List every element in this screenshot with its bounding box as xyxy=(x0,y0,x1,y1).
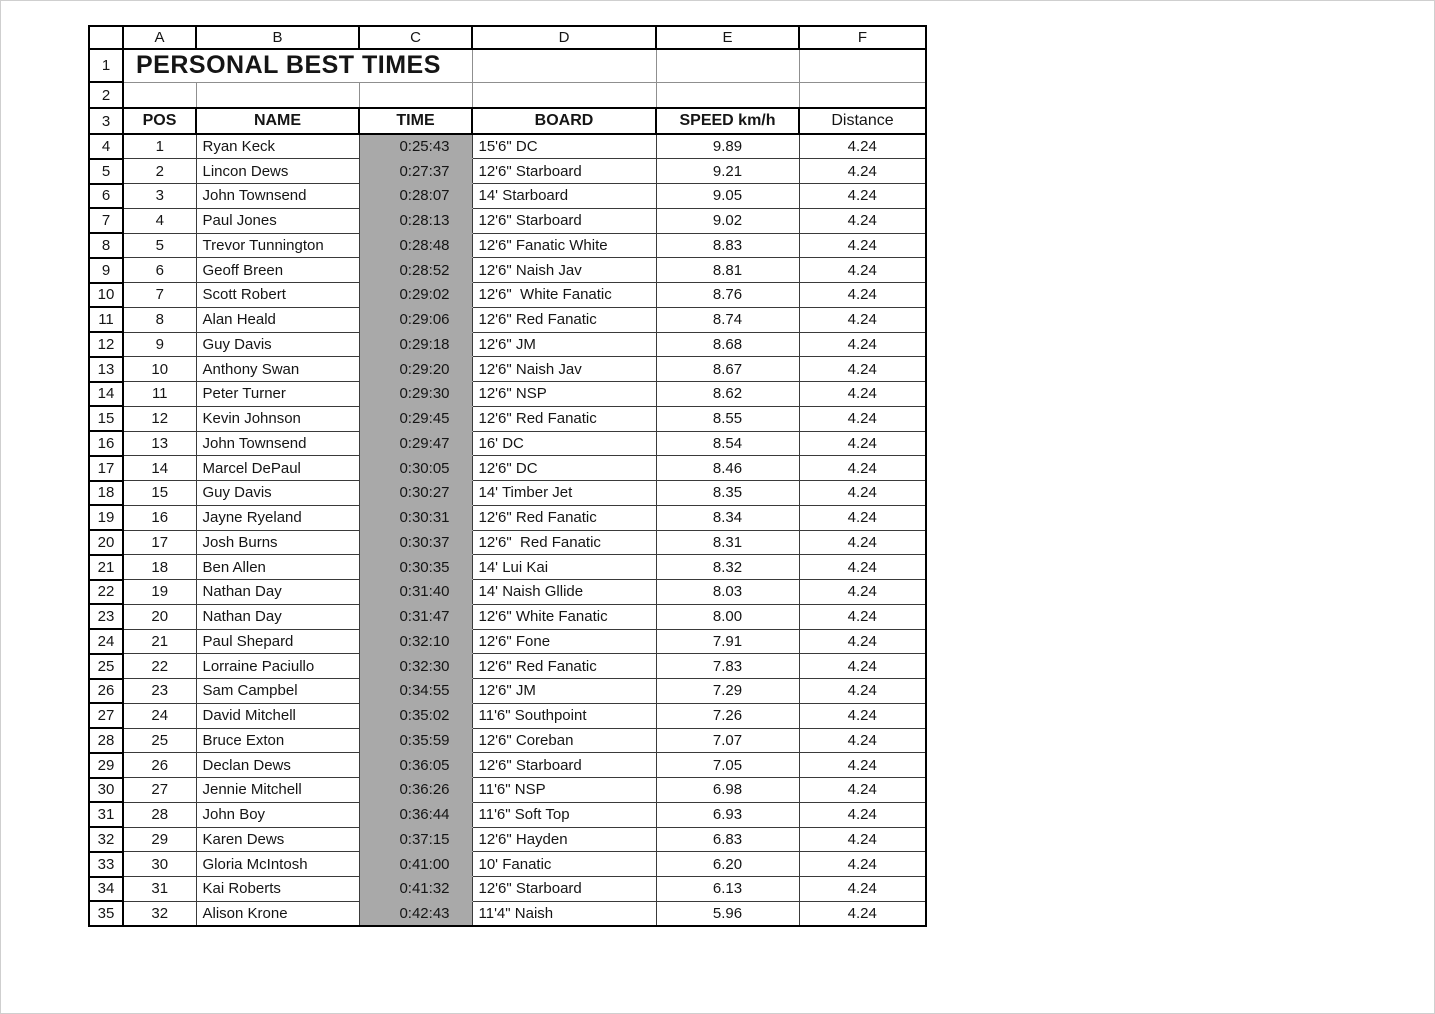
speed-cell[interactable]: 9.89 xyxy=(656,134,799,159)
table-header-row xyxy=(89,108,926,134)
distance-cell[interactable]: 4.24 xyxy=(799,728,926,753)
speed-cell[interactable]: 8.00 xyxy=(656,604,799,629)
board-cell[interactable]: 12'6" White Fanatic xyxy=(472,604,656,629)
name-cell[interactable]: John Townsend xyxy=(196,184,359,209)
board-cell[interactable]: 14' Naish Gllide xyxy=(472,580,656,605)
row-number[interactable]: 27 xyxy=(89,703,123,728)
time-cell[interactable]: 0:29:20 xyxy=(359,357,472,382)
speed-cell[interactable]: 8.35 xyxy=(656,481,799,506)
table-row xyxy=(89,555,926,580)
speed-cell[interactable]: 7.05 xyxy=(656,753,799,778)
row-header-1[interactable]: 1 xyxy=(89,49,123,82)
pos-cell[interactable]: 32 xyxy=(123,901,196,926)
row-number[interactable]: 8 xyxy=(89,233,123,258)
board-cell[interactable]: 12'6" Red Fanatic xyxy=(472,505,656,530)
row-number[interactable]: 25 xyxy=(89,654,123,679)
pos-cell[interactable]: 1 xyxy=(123,134,196,159)
name-cell[interactable]: Josh Burns xyxy=(196,530,359,555)
board-cell[interactable]: 12'6" Naish Jav xyxy=(472,258,656,283)
spreadsheet-grid xyxy=(88,25,927,927)
row-number[interactable]: 28 xyxy=(89,728,123,753)
distance-cell[interactable]: 4.24 xyxy=(799,555,926,580)
time-cell[interactable]: 0:36:44 xyxy=(359,802,472,827)
row-number[interactable]: 16 xyxy=(89,431,123,456)
name-cell[interactable]: Guy Davis xyxy=(196,481,359,506)
board-cell[interactable]: 12'6" Starboard xyxy=(472,159,656,184)
speed-cell[interactable]: 7.29 xyxy=(656,679,799,704)
time-cell[interactable]: 0:29:30 xyxy=(359,382,472,407)
row-number[interactable]: 33 xyxy=(89,852,123,877)
distance-cell[interactable]: 4.24 xyxy=(799,283,926,308)
grid-body xyxy=(89,134,926,926)
speed-cell[interactable]: 7.26 xyxy=(656,703,799,728)
name-cell[interactable]: Nathan Day xyxy=(196,604,359,629)
distance-cell[interactable]: 4.24 xyxy=(799,604,926,629)
speed-cell[interactable]: 6.20 xyxy=(656,852,799,877)
pos-cell[interactable]: 15 xyxy=(123,481,196,506)
speed-cell[interactable]: 8.46 xyxy=(656,456,799,481)
row-number[interactable]: 7 xyxy=(89,208,123,233)
time-cell[interactable]: 0:30:31 xyxy=(359,505,472,530)
speed-cell[interactable]: 6.93 xyxy=(656,802,799,827)
board-cell[interactable]: 14' Lui Kai xyxy=(472,555,656,580)
distance-cell[interactable]: 4.24 xyxy=(799,357,926,382)
distance-cell[interactable]: 4.24 xyxy=(799,877,926,902)
speed-cell[interactable]: 7.83 xyxy=(656,654,799,679)
name-cell[interactable]: Peter Turner xyxy=(196,382,359,407)
speed-cell[interactable]: 9.02 xyxy=(656,208,799,233)
row-number[interactable]: 12 xyxy=(89,332,123,357)
name-cell[interactable]: Nathan Day xyxy=(196,580,359,605)
distance-cell[interactable]: 4.24 xyxy=(799,208,926,233)
title-row xyxy=(89,49,926,82)
row-number[interactable]: 19 xyxy=(89,505,123,530)
pos-cell[interactable]: 14 xyxy=(123,456,196,481)
speed-cell[interactable]: 7.07 xyxy=(656,728,799,753)
distance-cell[interactable]: 4.24 xyxy=(799,134,926,159)
time-cell[interactable]: 0:31:40 xyxy=(359,580,472,605)
row-number[interactable]: 35 xyxy=(89,901,123,926)
name-column-header[interactable]: NAME xyxy=(196,108,359,134)
row-number[interactable]: 13 xyxy=(89,357,123,382)
time-cell[interactable]: 0:35:59 xyxy=(359,728,472,753)
distance-cell[interactable]: 4.24 xyxy=(799,456,926,481)
name-cell[interactable]: Bruce Exton xyxy=(196,728,359,753)
speed-cell[interactable]: 7.91 xyxy=(656,629,799,654)
name-cell[interactable]: Alan Heald xyxy=(196,307,359,332)
table-row xyxy=(89,778,926,803)
pos-cell[interactable]: 21 xyxy=(123,629,196,654)
table-row xyxy=(89,679,926,704)
time-cell[interactable]: 0:34:55 xyxy=(359,679,472,704)
distance-column-header[interactable]: Distance xyxy=(799,108,926,134)
pos-column-header[interactable]: POS xyxy=(123,108,196,134)
pos-cell[interactable]: 19 xyxy=(123,580,196,605)
name-cell[interactable]: Jayne Ryeland xyxy=(196,505,359,530)
row-number[interactable]: 31 xyxy=(89,802,123,827)
row-number[interactable]: 20 xyxy=(89,530,123,555)
time-cell[interactable]: 0:36:26 xyxy=(359,778,472,803)
pos-cell[interactable]: 17 xyxy=(123,530,196,555)
speed-cell[interactable]: 8.83 xyxy=(656,233,799,258)
table-row xyxy=(89,431,926,456)
board-cell[interactable]: 12'6" Naish Jav xyxy=(472,357,656,382)
speed-cell[interactable]: 5.96 xyxy=(656,901,799,926)
time-cell[interactable]: 0:42:43 xyxy=(359,901,472,926)
speed-cell[interactable]: 8.31 xyxy=(656,530,799,555)
empty-cell[interactable] xyxy=(359,82,472,108)
column-header-e[interactable]: E xyxy=(656,26,799,49)
distance-cell[interactable]: 4.24 xyxy=(799,753,926,778)
pos-cell[interactable]: 12 xyxy=(123,406,196,431)
time-cell[interactable]: 0:28:13 xyxy=(359,208,472,233)
empty-cell[interactable] xyxy=(196,82,359,108)
table-row xyxy=(89,753,926,778)
table-row xyxy=(89,505,926,530)
time-cell[interactable]: 0:30:35 xyxy=(359,555,472,580)
column-header-a[interactable]: A xyxy=(123,26,196,49)
distance-cell[interactable]: 4.24 xyxy=(799,703,926,728)
speed-cell[interactable]: 9.21 xyxy=(656,159,799,184)
speed-cell[interactable]: 6.13 xyxy=(656,877,799,902)
speed-cell[interactable]: 8.54 xyxy=(656,431,799,456)
distance-cell[interactable]: 4.24 xyxy=(799,332,926,357)
board-column-header[interactable]: BOARD xyxy=(472,108,656,134)
empty-cell[interactable] xyxy=(472,82,656,108)
row-number[interactable]: 24 xyxy=(89,629,123,654)
board-cell[interactable]: 14' Starboard xyxy=(472,184,656,209)
board-cell[interactable]: 12'6" Fone xyxy=(472,629,656,654)
time-cell[interactable]: 0:31:47 xyxy=(359,604,472,629)
pos-cell[interactable]: 28 xyxy=(123,802,196,827)
table-row xyxy=(89,530,926,555)
table-row xyxy=(89,802,926,827)
distance-cell[interactable]: 4.24 xyxy=(799,679,926,704)
distance-cell[interactable]: 4.24 xyxy=(799,580,926,605)
speed-column-header[interactable]: SPEED km/h xyxy=(656,108,799,134)
table-row xyxy=(89,382,926,407)
board-cell[interactable]: 11'6" NSP xyxy=(472,778,656,803)
name-cell[interactable]: David Mitchell xyxy=(196,703,359,728)
column-header-b[interactable]: B xyxy=(196,26,359,49)
time-cell[interactable]: 0:28:07 xyxy=(359,184,472,209)
board-cell[interactable]: 12'6" Hayden xyxy=(472,827,656,852)
speed-cell[interactable]: 8.55 xyxy=(656,406,799,431)
time-cell[interactable]: 0:36:05 xyxy=(359,753,472,778)
name-cell[interactable]: Kai Roberts xyxy=(196,877,359,902)
distance-cell[interactable]: 4.24 xyxy=(799,827,926,852)
table-row xyxy=(89,233,926,258)
name-cell[interactable]: Trevor Tunnington xyxy=(196,233,359,258)
board-cell[interactable]: 12'6" Red Fanatic xyxy=(472,406,656,431)
speed-cell[interactable]: 8.76 xyxy=(656,283,799,308)
board-cell[interactable]: 12'6" Red Fanatic xyxy=(472,307,656,332)
pos-cell[interactable]: 9 xyxy=(123,332,196,357)
board-cell[interactable]: 12'6" Starboard xyxy=(472,753,656,778)
time-cell[interactable]: 0:32:30 xyxy=(359,654,472,679)
board-cell[interactable]: 11'6" Soft Top xyxy=(472,802,656,827)
column-header-c[interactable]: C xyxy=(359,26,472,49)
distance-cell[interactable]: 4.24 xyxy=(799,852,926,877)
time-cell[interactable]: 0:37:15 xyxy=(359,827,472,852)
name-cell[interactable]: Paul Jones xyxy=(196,208,359,233)
distance-cell[interactable]: 4.24 xyxy=(799,233,926,258)
speed-cell[interactable]: 8.68 xyxy=(656,332,799,357)
speed-cell[interactable]: 8.32 xyxy=(656,555,799,580)
name-cell[interactable]: Declan Dews xyxy=(196,753,359,778)
pos-cell[interactable]: 30 xyxy=(123,852,196,877)
board-cell[interactable]: 12'6" NSP xyxy=(472,382,656,407)
time-cell[interactable]: 0:30:05 xyxy=(359,456,472,481)
name-cell[interactable]: Anthony Swan xyxy=(196,357,359,382)
time-cell[interactable]: 0:29:02 xyxy=(359,283,472,308)
name-cell[interactable]: Lincon Dews xyxy=(196,159,359,184)
name-cell[interactable]: Alison Krone xyxy=(196,901,359,926)
table-row xyxy=(89,654,926,679)
name-cell[interactable]: Paul Shepard xyxy=(196,629,359,654)
row-number[interactable]: 32 xyxy=(89,827,123,852)
speed-cell[interactable]: 8.67 xyxy=(656,357,799,382)
name-cell[interactable]: Ryan Keck xyxy=(196,134,359,159)
row-header-3[interactable]: 3 xyxy=(89,108,123,134)
pos-cell[interactable]: 23 xyxy=(123,679,196,704)
board-cell[interactable]: 16' DC xyxy=(472,431,656,456)
pos-cell[interactable]: 29 xyxy=(123,827,196,852)
distance-cell[interactable]: 4.24 xyxy=(799,778,926,803)
table-row xyxy=(89,134,926,159)
speed-cell[interactable]: 6.98 xyxy=(656,778,799,803)
empty-cell[interactable] xyxy=(123,82,196,108)
table-row xyxy=(89,208,926,233)
empty-cell[interactable] xyxy=(656,49,799,82)
pos-cell[interactable]: 8 xyxy=(123,307,196,332)
board-cell[interactable]: 12'6" Starboard xyxy=(472,877,656,902)
speed-cell[interactable]: 8.74 xyxy=(656,307,799,332)
speed-cell[interactable]: 8.81 xyxy=(656,258,799,283)
board-cell[interactable]: 12'6" Fanatic White xyxy=(472,233,656,258)
pos-cell[interactable]: 5 xyxy=(123,233,196,258)
time-cell[interactable]: 0:32:10 xyxy=(359,629,472,654)
column-header-d[interactable]: D xyxy=(472,26,656,49)
empty-cell[interactable] xyxy=(799,49,926,82)
name-cell[interactable]: Sam Campbel xyxy=(196,679,359,704)
table-row xyxy=(89,456,926,481)
pos-cell[interactable]: 26 xyxy=(123,753,196,778)
time-cell[interactable]: 0:25:43 xyxy=(359,134,472,159)
row-number[interactable]: 9 xyxy=(89,258,123,283)
name-cell[interactable]: Scott Robert xyxy=(196,283,359,308)
table-row xyxy=(89,159,926,184)
name-cell[interactable]: Guy Davis xyxy=(196,332,359,357)
row-number[interactable]: 21 xyxy=(89,555,123,580)
board-cell[interactable]: 12'6" Starboard xyxy=(472,208,656,233)
time-cell[interactable]: 0:30:27 xyxy=(359,481,472,506)
row-number[interactable]: 18 xyxy=(89,481,123,506)
distance-cell[interactable]: 4.24 xyxy=(799,505,926,530)
name-cell[interactable]: Ben Allen xyxy=(196,555,359,580)
pos-cell[interactable]: 24 xyxy=(123,703,196,728)
pos-cell[interactable]: 4 xyxy=(123,208,196,233)
board-cell[interactable]: 11'6" Southpoint xyxy=(472,703,656,728)
row-header-2[interactable]: 2 xyxy=(89,82,123,108)
grid-head xyxy=(89,26,926,134)
time-cell[interactable]: 0:27:37 xyxy=(359,159,472,184)
speed-cell[interactable]: 8.62 xyxy=(656,382,799,407)
row-number[interactable]: 10 xyxy=(89,283,123,308)
table-row xyxy=(89,877,926,902)
table-row xyxy=(89,604,926,629)
row-number[interactable]: 30 xyxy=(89,778,123,803)
table-row xyxy=(89,481,926,506)
select-all-corner[interactable] xyxy=(89,26,123,49)
distance-cell[interactable]: 4.24 xyxy=(799,901,926,926)
time-cell[interactable]: 0:29:45 xyxy=(359,406,472,431)
pos-cell[interactable]: 2 xyxy=(123,159,196,184)
row-number[interactable]: 29 xyxy=(89,753,123,778)
name-cell[interactable]: Marcel DePaul xyxy=(196,456,359,481)
distance-cell[interactable]: 4.24 xyxy=(799,530,926,555)
time-cell[interactable]: 0:29:06 xyxy=(359,307,472,332)
time-cell[interactable]: 0:29:47 xyxy=(359,431,472,456)
empty-cell[interactable] xyxy=(799,82,926,108)
pos-cell[interactable]: 20 xyxy=(123,604,196,629)
blank-row xyxy=(89,82,926,108)
board-cell[interactable]: 12'6" DC xyxy=(472,456,656,481)
pos-cell[interactable]: 6 xyxy=(123,258,196,283)
table-row xyxy=(89,406,926,431)
pos-cell[interactable]: 18 xyxy=(123,555,196,580)
row-number[interactable]: 23 xyxy=(89,604,123,629)
speed-cell[interactable]: 9.05 xyxy=(656,184,799,209)
distance-cell[interactable]: 4.24 xyxy=(799,307,926,332)
time-cell[interactable]: 0:30:37 xyxy=(359,530,472,555)
name-cell[interactable]: Kevin Johnson xyxy=(196,406,359,431)
time-column-header[interactable]: TIME xyxy=(359,108,472,134)
board-cell[interactable]: 12'6" Coreban xyxy=(472,728,656,753)
table-row xyxy=(89,283,926,308)
table-row xyxy=(89,901,926,926)
pos-cell[interactable]: 10 xyxy=(123,357,196,382)
table-row xyxy=(89,184,926,209)
speed-cell[interactable]: 6.83 xyxy=(656,827,799,852)
row-number[interactable]: 6 xyxy=(89,184,123,209)
board-cell[interactable]: 11'4" Naish xyxy=(472,901,656,926)
distance-cell[interactable]: 4.24 xyxy=(799,629,926,654)
table-row xyxy=(89,827,926,852)
time-cell[interactable]: 0:35:02 xyxy=(359,703,472,728)
board-cell[interactable]: 14' Timber Jet xyxy=(472,481,656,506)
name-cell[interactable]: Karen Dews xyxy=(196,827,359,852)
row-number[interactable]: 14 xyxy=(89,382,123,407)
column-header-f[interactable]: F xyxy=(799,26,926,49)
pos-cell[interactable]: 13 xyxy=(123,431,196,456)
time-cell[interactable]: 0:28:52 xyxy=(359,258,472,283)
table-row xyxy=(89,580,926,605)
distance-cell[interactable]: 4.24 xyxy=(799,258,926,283)
pos-cell[interactable]: 31 xyxy=(123,877,196,902)
pos-cell[interactable]: 3 xyxy=(123,184,196,209)
table-row xyxy=(89,629,926,654)
table-row xyxy=(89,357,926,382)
distance-cell[interactable]: 4.24 xyxy=(799,382,926,407)
speed-cell[interactable]: 8.34 xyxy=(656,505,799,530)
pos-cell[interactable]: 16 xyxy=(123,505,196,530)
row-number[interactable]: 4 xyxy=(89,134,123,159)
row-number[interactable]: 15 xyxy=(89,406,123,431)
pos-cell[interactable]: 22 xyxy=(123,654,196,679)
speed-cell[interactable]: 8.03 xyxy=(656,580,799,605)
distance-cell[interactable]: 4.24 xyxy=(799,654,926,679)
row-number[interactable]: 11 xyxy=(89,307,123,332)
time-cell[interactable]: 0:28:48 xyxy=(359,233,472,258)
board-cell[interactable]: 12'6" JM xyxy=(472,679,656,704)
name-cell[interactable]: Jennie Mitchell xyxy=(196,778,359,803)
time-cell[interactable]: 0:29:18 xyxy=(359,332,472,357)
time-cell[interactable]: 0:41:32 xyxy=(359,877,472,902)
row-number[interactable]: 26 xyxy=(89,679,123,704)
row-number[interactable]: 5 xyxy=(89,159,123,184)
row-number[interactable]: 34 xyxy=(89,877,123,902)
board-cell[interactable]: 12'6" White Fanatic xyxy=(472,283,656,308)
distance-cell[interactable]: 4.24 xyxy=(799,802,926,827)
name-cell[interactable]: Lorraine Paciullo xyxy=(196,654,359,679)
name-cell[interactable]: John Townsend xyxy=(196,431,359,456)
table-row xyxy=(89,703,926,728)
pos-cell[interactable]: 25 xyxy=(123,728,196,753)
board-cell[interactable]: 12'6" Red Fanatic xyxy=(472,654,656,679)
table-row xyxy=(89,307,926,332)
table-row xyxy=(89,852,926,877)
name-cell[interactable]: John Boy xyxy=(196,802,359,827)
table-row xyxy=(89,258,926,283)
empty-cell[interactable] xyxy=(656,82,799,108)
board-cell[interactable]: 15'6" DC xyxy=(472,134,656,159)
pos-cell[interactable]: 27 xyxy=(123,778,196,803)
name-cell[interactable]: Geoff Breen xyxy=(196,258,359,283)
distance-cell[interactable]: 4.24 xyxy=(799,431,926,456)
table-row xyxy=(89,728,926,753)
empty-cell[interactable] xyxy=(472,49,656,82)
table-row xyxy=(89,332,926,357)
column-header-row xyxy=(89,26,926,49)
distance-cell[interactable]: 4.24 xyxy=(799,159,926,184)
page-title[interactable]: PERSONAL BEST TIMES xyxy=(123,49,472,82)
pos-cell[interactable]: 7 xyxy=(123,283,196,308)
distance-cell[interactable]: 4.24 xyxy=(799,184,926,209)
board-cell[interactable]: 10' Fanatic xyxy=(472,852,656,877)
distance-cell[interactable]: 4.24 xyxy=(799,406,926,431)
pos-cell[interactable]: 11 xyxy=(123,382,196,407)
name-cell[interactable]: Gloria McIntosh xyxy=(196,852,359,877)
distance-cell[interactable]: 4.24 xyxy=(799,481,926,506)
row-number[interactable]: 17 xyxy=(89,456,123,481)
board-cell[interactable]: 12'6" JM xyxy=(472,332,656,357)
time-cell[interactable]: 0:41:00 xyxy=(359,852,472,877)
board-cell[interactable]: 12'6" Red Fanatic xyxy=(472,530,656,555)
row-number[interactable]: 22 xyxy=(89,580,123,605)
